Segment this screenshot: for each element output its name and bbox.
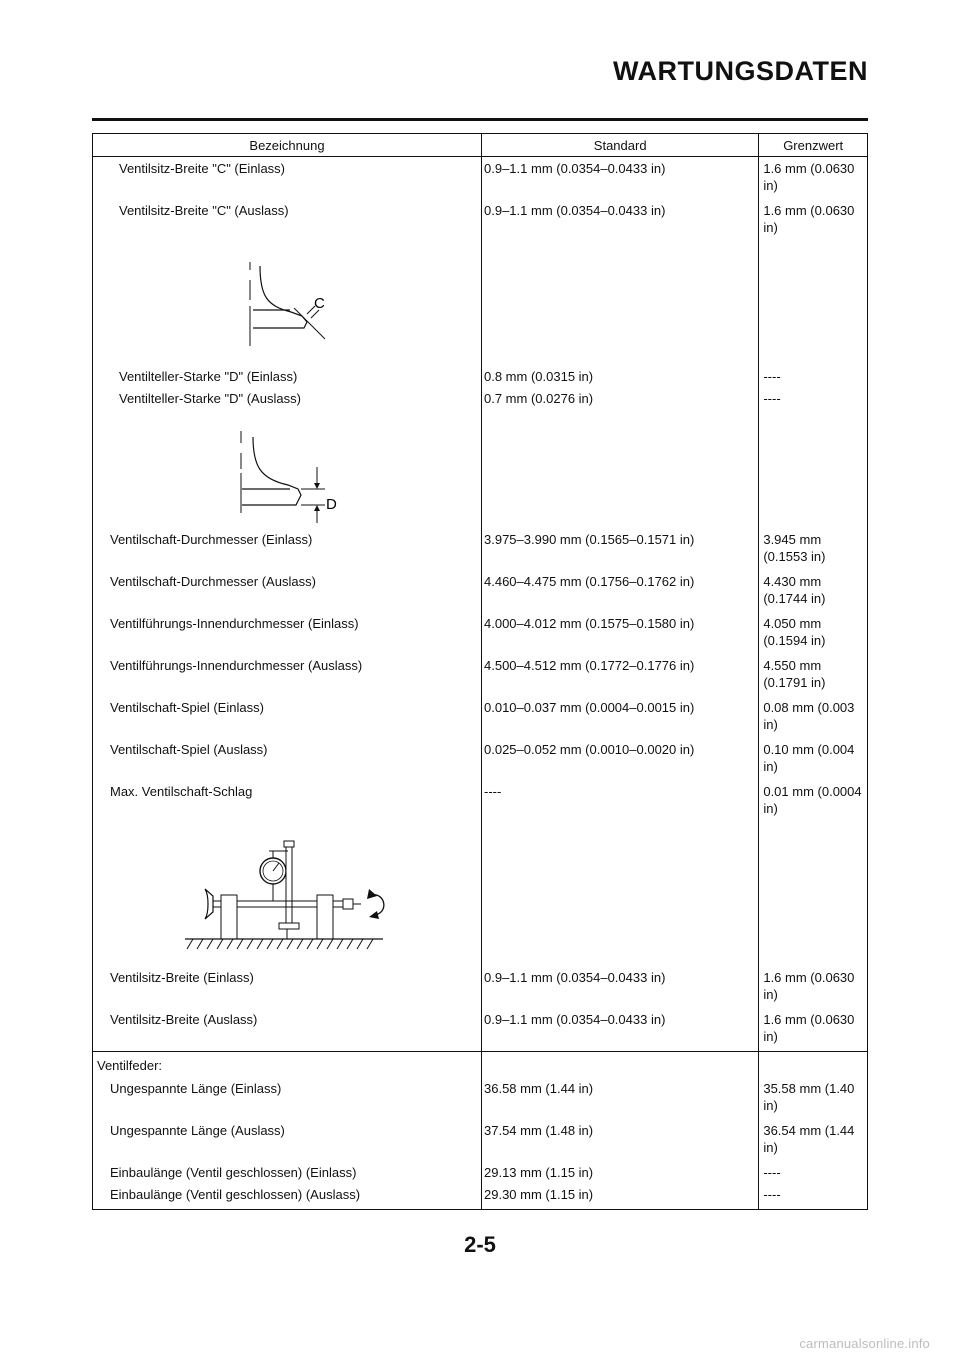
row-limit: ---- xyxy=(759,385,868,407)
row-name: Ventilschaft-Spiel (Auslass) xyxy=(93,733,482,775)
row-standard: 0.025–0.052 mm (0.0010–0.0020 in) xyxy=(482,733,759,775)
row-standard: 0.7 mm (0.0276 in) xyxy=(482,385,759,407)
row-name: Ventilteller-Starke "D" (Auslass) xyxy=(93,385,482,407)
row-standard: 37.54 mm (1.48 in) xyxy=(482,1114,759,1156)
column-header-limit: Grenzwert xyxy=(759,134,868,157)
table-row xyxy=(93,1074,868,1114)
row-limit: ---- xyxy=(759,368,868,385)
row-limit: 35.58 mm (1.40 in) xyxy=(759,1074,868,1114)
row-limit: 1.6 mm (0.0630 in) xyxy=(759,194,868,236)
row-name: Ventilteller-Starke "D" (Einlass) xyxy=(93,368,482,385)
figure-row xyxy=(93,236,868,368)
table-row xyxy=(93,691,868,733)
row-standard: 0.9–1.1 mm (0.0354–0.0433 in) xyxy=(482,157,759,195)
row-name: Ungespannte Länge (Einlass) xyxy=(93,1074,482,1114)
seat-width-label-c: C xyxy=(314,295,325,312)
row-limit: ---- xyxy=(759,1156,868,1181)
valve-seat-width-figure xyxy=(93,236,481,364)
table-row xyxy=(93,969,868,1003)
table-row xyxy=(93,565,868,607)
row-name: Ventilführungs-Innendurchmesser (Auslass) xyxy=(93,649,482,691)
row-limit: 0.01 mm (0.0004 in) xyxy=(759,775,868,817)
row-limit: 1.6 mm (0.0630 in) xyxy=(759,157,868,195)
row-limit: 1.6 mm (0.0630 in) xyxy=(759,1003,868,1052)
column-header-name: Bezeichnung xyxy=(93,134,482,157)
row-name: Max. Ventilschaft-Schlag xyxy=(93,775,482,817)
figure-row xyxy=(93,407,868,531)
valve-margin-thickness-figure xyxy=(93,407,481,527)
table-row xyxy=(93,368,868,385)
row-standard: 0.8 mm (0.0315 in) xyxy=(482,368,759,385)
table-row xyxy=(93,1181,868,1210)
row-limit: 3.945 mm (0.1553 in) xyxy=(759,531,868,565)
row-name: Ventilschaft-Durchmesser (Einlass) xyxy=(93,531,482,565)
row-standard: 4.000–4.012 mm (0.1575–0.1580 in) xyxy=(482,607,759,649)
row-limit: 0.08 mm (0.003 in) xyxy=(759,691,868,733)
row-limit: 1.6 mm (0.0630 in) xyxy=(759,969,868,1003)
page-number: 2-5 xyxy=(464,1232,496,1257)
table-row xyxy=(93,385,868,407)
row-standard: 4.500–4.512 mm (0.1772–0.1776 in) xyxy=(482,649,759,691)
row-name: Ventilsitz-Breite "C" (Einlass) xyxy=(93,157,482,195)
row-standard: 4.460–4.475 mm (0.1756–0.1762 in) xyxy=(482,565,759,607)
row-standard: 29.30 mm (1.15 in) xyxy=(482,1181,759,1210)
group-label: Ventilfeder: xyxy=(93,1052,482,1075)
row-standard: 0.9–1.1 mm (0.0354–0.0433 in) xyxy=(482,969,759,1003)
page-title: WARTUNGSDATEN xyxy=(613,56,868,86)
row-name: Ventilsitz-Breite "C" (Auslass) xyxy=(93,194,482,236)
row-name: Ventilsitz-Breite (Auslass) xyxy=(93,1003,482,1052)
row-standard: 36.58 mm (1.44 in) xyxy=(482,1074,759,1114)
spec-table xyxy=(92,133,868,1210)
table-row xyxy=(93,775,868,817)
row-standard: 3.975–3.990 mm (0.1565–0.1571 in) xyxy=(482,531,759,565)
row-standard: 29.13 mm (1.15 in) xyxy=(482,1156,759,1181)
column-header-standard: Standard xyxy=(482,134,759,157)
valve-stem-runout-figure xyxy=(93,817,481,965)
table-row xyxy=(93,1003,868,1052)
table-row xyxy=(93,531,868,565)
row-name: Ventilführungs-Innendurchmesser (Einlass) xyxy=(93,607,482,649)
table-row xyxy=(93,1156,868,1181)
watermark-text: carmanualsonline.info xyxy=(799,1336,930,1351)
row-limit: 4.430 mm (0.1744 in) xyxy=(759,565,868,607)
table-row xyxy=(93,157,868,195)
row-limit: 0.10 mm (0.004 in) xyxy=(759,733,868,775)
table-row xyxy=(93,194,868,236)
margin-thickness-label-d: D xyxy=(326,496,337,513)
row-name: Ungespannte Länge (Auslass) xyxy=(93,1114,482,1156)
table-header-row xyxy=(93,134,868,157)
title-rule xyxy=(92,118,868,121)
row-limit: 4.050 mm (0.1594 in) xyxy=(759,607,868,649)
table-group-row xyxy=(93,1052,868,1075)
table-row xyxy=(93,607,868,649)
row-standard: ---- xyxy=(482,775,759,817)
row-name: Ventilschaft-Spiel (Einlass) xyxy=(93,691,482,733)
row-standard: 0.9–1.1 mm (0.0354–0.0433 in) xyxy=(482,194,759,236)
row-name: Ventilsitz-Breite (Einlass) xyxy=(93,969,482,1003)
row-standard: 0.010–0.037 mm (0.0004–0.0015 in) xyxy=(482,691,759,733)
table-row xyxy=(93,1114,868,1156)
table-row xyxy=(93,649,868,691)
row-name: Einbaulänge (Ventil geschlossen) (Einlass) xyxy=(93,1156,482,1181)
row-standard: 0.9–1.1 mm (0.0354–0.0433 in) xyxy=(482,1003,759,1052)
row-name: Ventilschaft-Durchmesser (Auslass) xyxy=(93,565,482,607)
row-limit: ---- xyxy=(759,1181,868,1210)
row-limit: 4.550 mm (0.1791 in) xyxy=(759,649,868,691)
row-name: Einbaulänge (Ventil geschlossen) (Auslass) xyxy=(93,1181,482,1210)
table-row xyxy=(93,733,868,775)
figure-row xyxy=(93,817,868,969)
row-limit: 36.54 mm (1.44 in) xyxy=(759,1114,868,1156)
